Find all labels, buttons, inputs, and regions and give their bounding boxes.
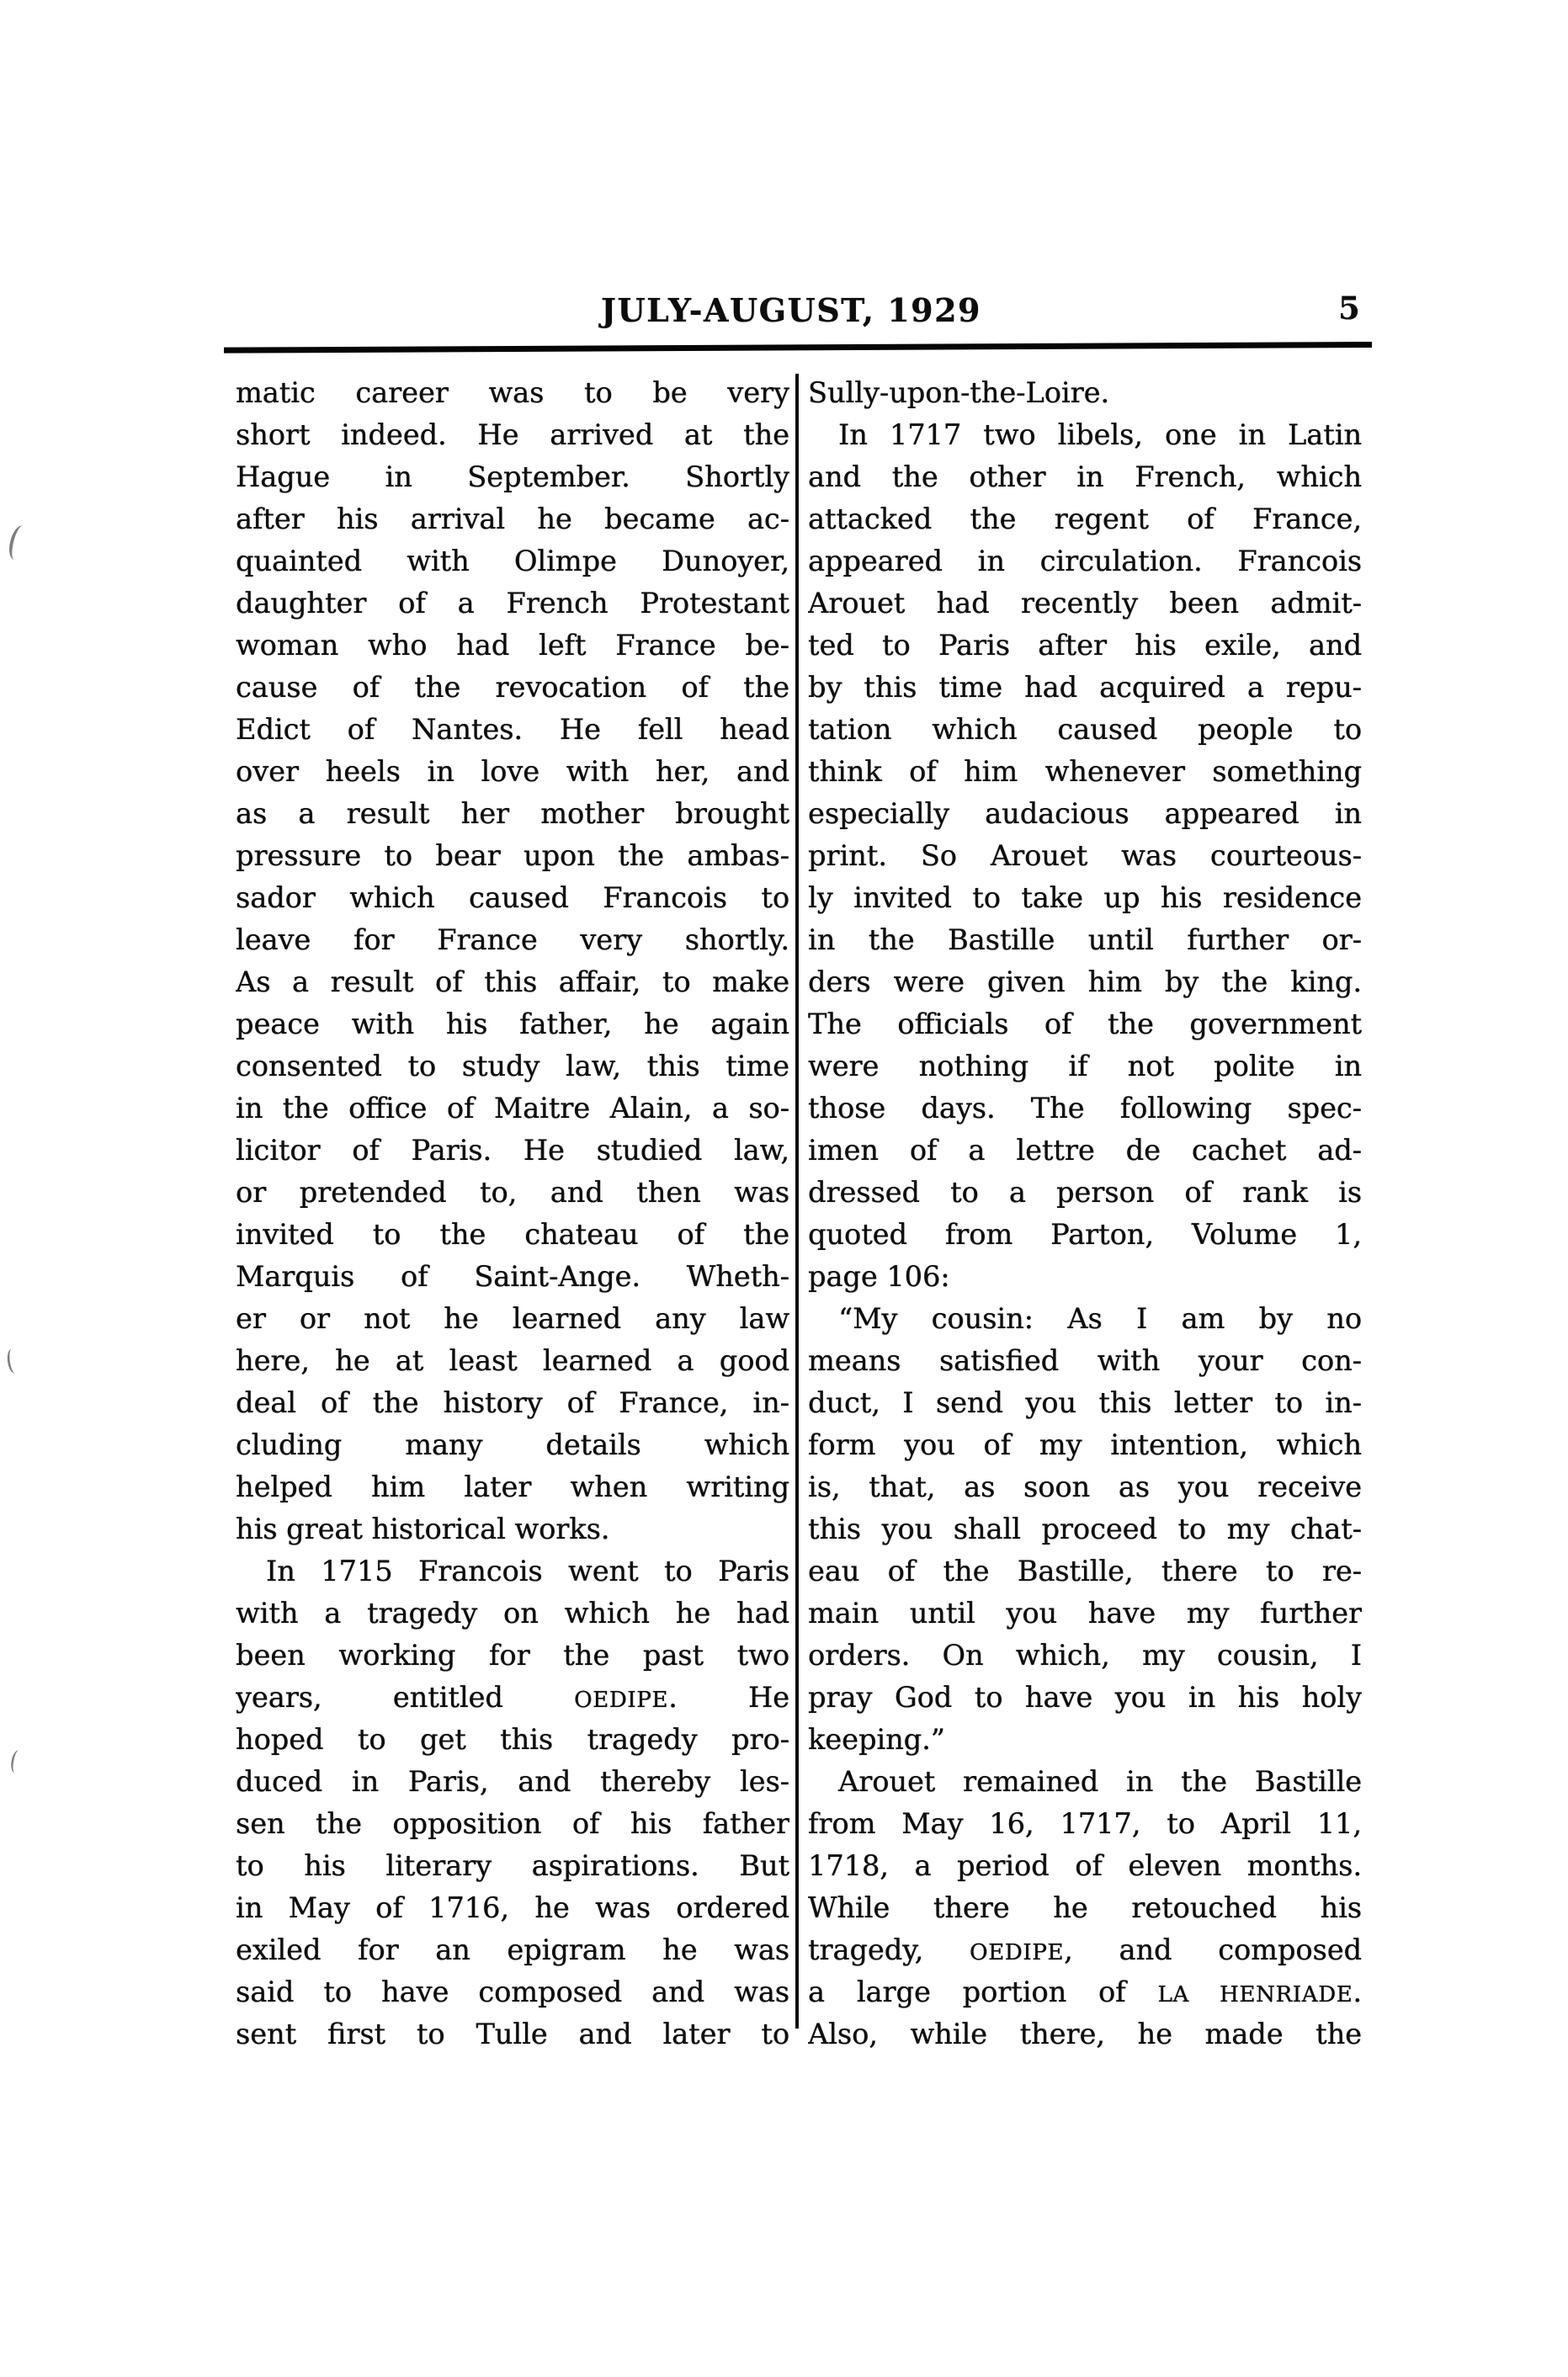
text-line: invited to the chateau of the [236, 1218, 789, 1251]
text-line: duced in Paris, and thereby les- [236, 1765, 789, 1798]
text-line: orders. On which, my cousin, I [808, 1639, 1362, 1672]
text-line: Arouet remained in the Bastille [838, 1765, 1362, 1798]
text-line: in the office of Maitre Alain, a so- [236, 1092, 789, 1125]
text-line: er or not he learned any law [236, 1302, 789, 1335]
text-line: Sully-upon-the-Loire. [808, 376, 1110, 409]
text-line: means satisfied with your con- [808, 1344, 1362, 1377]
text-line: especially audacious appeared in [808, 797, 1362, 830]
text-line: sent first to Tulle and later to [236, 2018, 789, 2050]
text-line: hoped to get this tragedy pro- [236, 1723, 789, 1756]
text-line: tragedy, OEDIPE, and composed [808, 1933, 1362, 1966]
margin-scan-artifact [9, 1749, 24, 1773]
text-line: exiled for an epigram he was [236, 1933, 789, 1966]
small-caps-title: OEDIPE [574, 1688, 669, 1713]
left-text-column [236, 372, 789, 2055]
text-line: ly invited to take up his residence [808, 881, 1362, 914]
text-line: Edict of Nantes. He fell head [236, 713, 789, 746]
margin-scan-artifact [6, 524, 31, 562]
small-caps-title: LA HENRIADE [1157, 1982, 1353, 2007]
text-line: As a result of this affair, to make [236, 965, 789, 998]
text-line: those days. The following spec- [808, 1092, 1362, 1125]
text-line: appeared in circulation. Francois [808, 545, 1362, 577]
text-line: pressure to bear upon the ambas- [236, 839, 789, 872]
text-line: think of him whenever something [808, 755, 1362, 788]
text-line: leave for France very shortly. [236, 923, 789, 956]
text-line: 1718, a period of eleven months. [808, 1849, 1362, 1882]
text-line: ted to Paris after his exile, and [808, 629, 1362, 662]
text-line: licitor of Paris. He studied law, [236, 1134, 789, 1167]
text-line: page 106: [808, 1260, 950, 1293]
text-line: “My cousin: As I am by no [838, 1302, 1362, 1335]
text-line: short indeed. He arrived at the [236, 418, 789, 451]
text-line: daughter of a French Protestant [236, 587, 789, 620]
page-header-title: JULY-AUGUST, 1929 [601, 291, 981, 329]
text-line: cause of the revocation of the [236, 671, 789, 704]
text-line: tation which caused people to [808, 713, 1362, 746]
text-line: While there he retouched his [808, 1891, 1362, 1924]
text-line: said to have composed and was [236, 1976, 789, 2008]
text-line: his great historical works. [236, 1513, 610, 1545]
text-line: The officials of the government [808, 1008, 1362, 1040]
text-line: from May 16, 1717, to April 11, [808, 1807, 1362, 1840]
text-line: eau of the Bastille, there to re- [808, 1555, 1362, 1587]
text-line: or pretended to, and then was [236, 1176, 789, 1209]
text-line: imen of a lettre de cachet ad- [808, 1134, 1362, 1167]
text-line: quoted from Parton, Volume 1, [808, 1218, 1362, 1251]
text-line: after his arrival he became ac- [236, 503, 789, 535]
text-line: a large portion of LA HENRIADE. [808, 1976, 1362, 2008]
text-line: Marquis of Saint-Ange. Wheth- [236, 1260, 789, 1293]
text-line: attacked the regent of France, [808, 503, 1362, 535]
text-line: in the Bastille until further or- [808, 923, 1362, 956]
text-line: Also, while there, he made the [808, 2018, 1362, 2050]
text-line: print. So Arouet was courteous- [808, 839, 1362, 872]
text-line: by this time had acquired a repu- [808, 671, 1362, 704]
text-line: Hague in September. Shortly [236, 460, 789, 493]
text-line: in May of 1716, he was ordered [236, 1891, 789, 1924]
text-line: years, entitled OEDIPE. He [236, 1681, 789, 1714]
text-line: this you shall proceed to my chat- [808, 1513, 1362, 1545]
header-rule [224, 342, 1372, 354]
text-line: been working for the past two [236, 1639, 789, 1672]
text-line: were nothing if not polite in [808, 1050, 1362, 1082]
text-line: consented to study law, this time [236, 1050, 789, 1082]
text-line: peace with his father, he again [236, 1008, 789, 1040]
text-line: here, he at least learned a good [236, 1344, 789, 1377]
text-line: as a result her mother brought [236, 797, 789, 830]
text-line: is, that, as soon as you receive [808, 1470, 1362, 1503]
text-line: sador which caused Francois to [236, 881, 789, 914]
text-line: form you of my intention, which [808, 1428, 1362, 1461]
page-number: 5 [1338, 290, 1360, 327]
text-line: In 1715 Francois went to Paris [266, 1555, 789, 1587]
text-line: and the other in French, which [808, 460, 1362, 493]
text-line: ders were given him by the king. [808, 965, 1362, 998]
text-line: deal of the history of France, in- [236, 1386, 789, 1419]
text-line: woman who had left France be- [236, 629, 789, 662]
text-line: keeping.” [808, 1723, 945, 1756]
text-line: over heels in love with her, and [236, 755, 789, 788]
text-line: to his literary aspirations. But [236, 1849, 789, 1882]
text-line: helped him later when writing [236, 1470, 789, 1503]
text-line: duct, I send you this letter to in- [808, 1386, 1362, 1419]
text-line: dressed to a person of rank is [808, 1176, 1362, 1209]
text-line: sen the opposition of his father [236, 1807, 789, 1840]
right-text-column [808, 372, 1362, 2055]
text-line: In 1717 two libels, one in Latin [838, 418, 1362, 451]
text-line: matic career was to be very [236, 376, 789, 409]
small-caps-title: OEDIPE [970, 1940, 1065, 1965]
text-line: pray God to have you in his holy [808, 1681, 1362, 1714]
text-line: with a tragedy on which he had [236, 1597, 789, 1630]
text-line: main until you have my further [808, 1597, 1362, 1630]
column-divider-rule [795, 374, 799, 2029]
text-line: cluding many details which [236, 1428, 789, 1461]
margin-scan-artifact [6, 1348, 21, 1374]
text-line: Arouet had recently been admit- [808, 587, 1362, 620]
text-line: quainted with Olimpe Dunoyer, [236, 545, 789, 577]
